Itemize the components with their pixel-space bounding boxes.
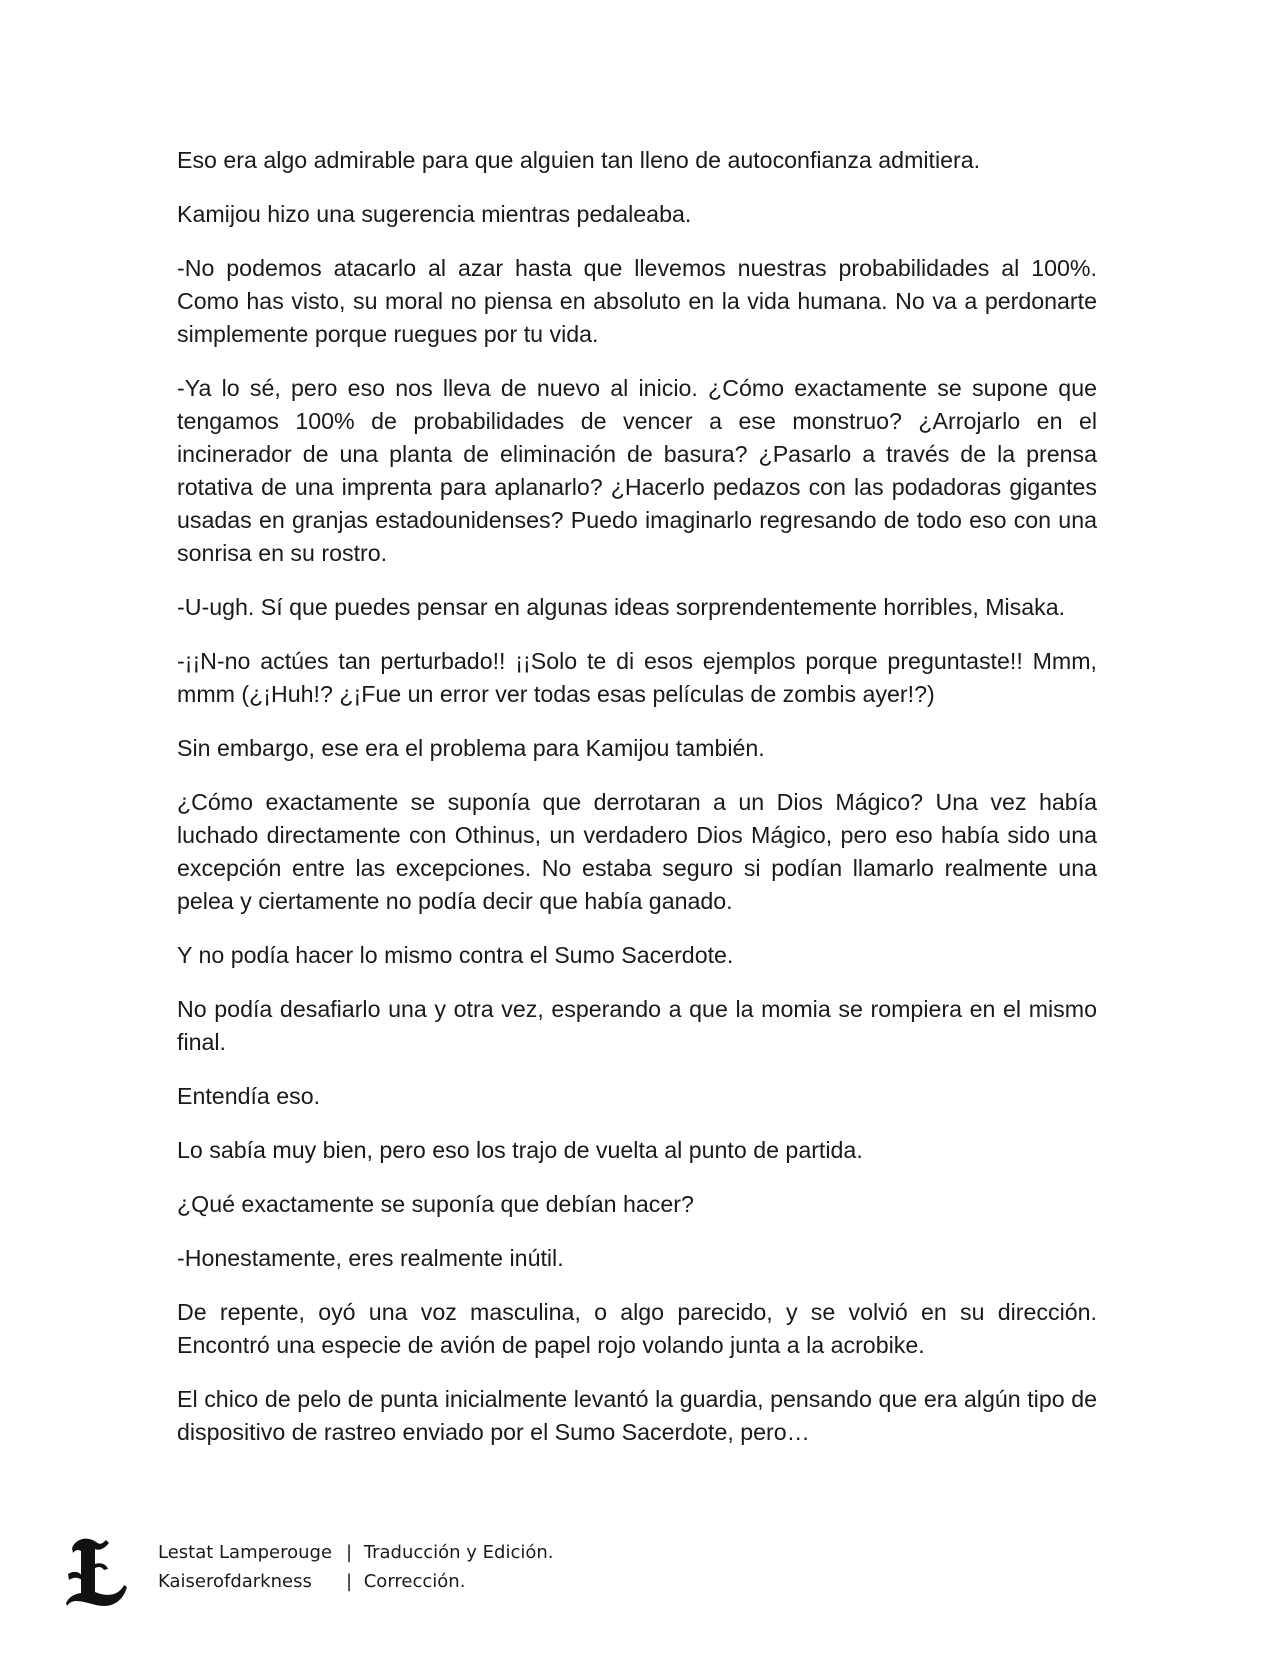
page-body — [177, 144, 1097, 1470]
paragraph: Sin embargo, ese era el problema para Kamijou también. — [177, 735, 765, 761]
credit-name: Kaiserofdarkness — [158, 1571, 312, 1592]
paragraph: Eso era algo admirable para que alguien tan lleno de autoconfianza admitiera. — [177, 147, 981, 173]
credit-row — [158, 1567, 554, 1596]
credit-role: Corrección. — [363, 1571, 466, 1592]
paragraph: De repente, oyó una voz masculina, o algo parecido, y se volvió en su dirección. Encontró una especie de avión de papel rojo volando junta a la acrobike. — [177, 1299, 1097, 1358]
paragraph: Kamijou hizo una sugerencia mientras pedaleaba. — [177, 201, 692, 227]
paragraph: No podía desafiarlo una y otra vez, esperando a que la momia se rompiera en el mismo final. — [177, 996, 1097, 1055]
paragraph: Y no podía hacer lo mismo contra el Sumo Sacerdote. — [177, 942, 734, 968]
paragraph: ¿Qué exactamente se suponía que debían hacer? — [177, 1191, 694, 1217]
paragraph: ¿Cómo exactamente se suponía que derrotaran a un Dios Mágico? Una vez había luchado directamente con Othinus, un verdadero Dios Mágico, pero eso había sido una excepción entre las excepciones. No estaba seguro si podían llamarlo realmente una pelea y ciertamente no podía decir que había ganado. — [177, 789, 1097, 914]
credit-separator: | — [346, 1542, 353, 1563]
paragraph: -Honestamente, eres realmente inútil. — [177, 1245, 564, 1271]
credit-role: Traducción y Edición. — [363, 1542, 554, 1563]
footer — [66, 1534, 706, 1614]
credit-row — [158, 1538, 554, 1567]
paragraph: El chico de pelo de punta inicialmente levantó la guardia, pensando que era algún tipo de dispositivo de rastreo enviado por el Sumo Sacerdote, pero… — [177, 1386, 1097, 1445]
credits — [158, 1538, 554, 1596]
paragraph: Entendía eso. — [177, 1083, 321, 1109]
credit-name: Lestat Lamperouge — [158, 1542, 333, 1563]
paragraph: -Ya lo sé, pero eso nos lleva de nuevo al inicio. ¿Cómo exactamente se supone que tengamos 100% de probabilidades de vencer a ese monstruo? ¿Arrojarlo en el incinerador de una planta de eliminación de basura? ¿Pasarlo a través de la prensa rotativa de una imprenta para aplanarlo? ¿Hacerlo pedazos con las podadoras gigantes usadas en granjas estadounidenses? Puedo imaginarlo regresando de todo eso con una sonrisa en su rostro. — [177, 375, 1097, 566]
paragraph: -U-ugh. Sí que puedes pensar en algunas ideas sorprendentemente horribles, Misaka. — [177, 594, 1066, 620]
paragraph: -No podemos atacarlo al azar hasta que llevemos nuestras probabilidades al 100%. Como has visto, su moral no piensa en absoluto en la vida humana. No va a perdonarte simplemente porque ruegues por tu vida. — [177, 255, 1097, 347]
paragraph: -¡¡N-no actúes tan perturbado!! ¡¡Solo te di esos ejemplos porque preguntaste!! Mmm, mmm (¿¡Huh!? ¿¡Fue un error ver todas esas películas de zombis ayer!?) — [177, 648, 1097, 707]
paragraph: Lo sabía muy bien, pero eso los trajo de vuelta al punto de partida. — [177, 1137, 863, 1163]
credit-separator: | — [346, 1571, 353, 1592]
gothic-letter-l-icon — [66, 1534, 128, 1610]
